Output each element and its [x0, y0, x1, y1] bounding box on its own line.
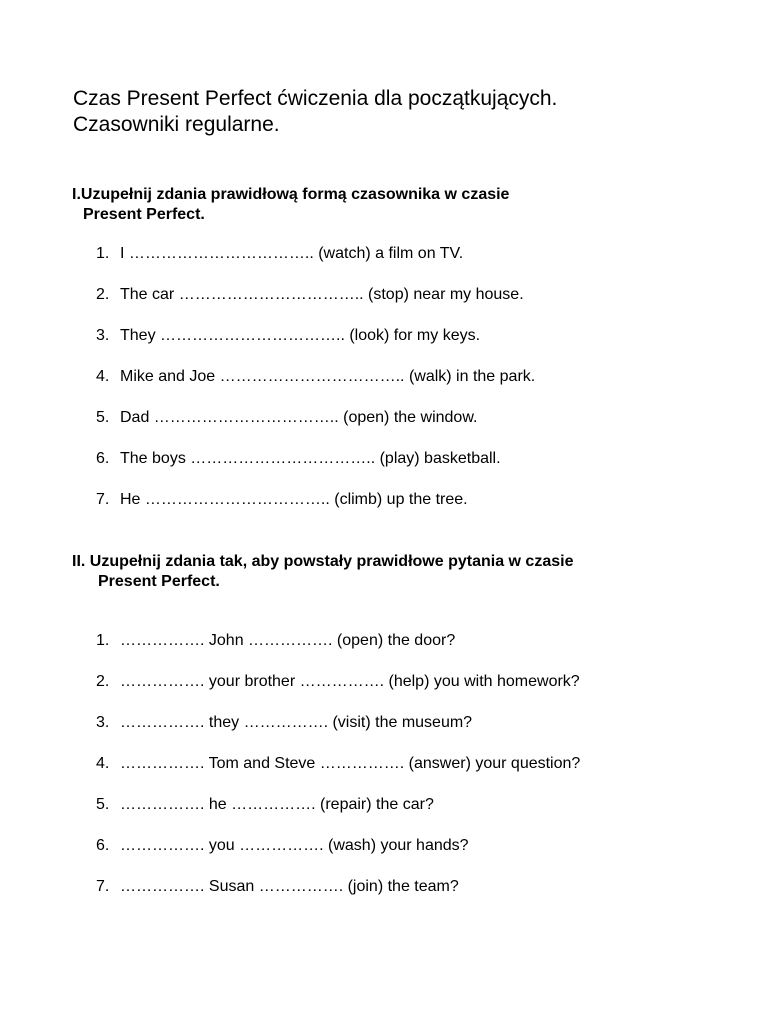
item-text: ……………. he ……………. (repair) the car? [120, 796, 434, 813]
item-text: They …………………………….. (look) for my keys. [120, 327, 481, 344]
exercise-item [96, 367, 535, 408]
item-number: 2. [96, 673, 110, 690]
item-number: 6. [96, 450, 110, 467]
exercise-item [96, 408, 535, 449]
item-text: ……………. your brother ……………. (help) you with homework? [120, 673, 580, 690]
item-number: 3. [96, 714, 110, 731]
section-1-heading-line-1: I.Uzupełnij zdania prawidłową formą czasownika w czasie [72, 186, 510, 203]
item-number: 5. [96, 409, 110, 426]
section-2-exercise-list [96, 631, 580, 918]
exercise-item [96, 449, 535, 490]
exercise-item [96, 244, 535, 285]
exercise-item [96, 631, 580, 672]
item-number: 7. [96, 491, 110, 508]
item-number: 4. [96, 755, 110, 772]
exercise-item [96, 490, 535, 531]
item-number: 2. [96, 286, 110, 303]
section-1-heading-line-2: Present Perfect. [83, 206, 205, 223]
item-text: Dad …………………………….. (open) the window. [120, 409, 478, 426]
item-text: ……………. John ……………. (open) the door? [120, 632, 456, 649]
item-number: 1. [96, 245, 110, 262]
item-number: 6. [96, 837, 110, 854]
item-number: 5. [96, 796, 110, 813]
section-2-heading [72, 552, 573, 592]
page-title [73, 86, 557, 138]
item-text: The car …………………………….. (stop) near my house. [120, 286, 524, 303]
item-number: 1. [96, 632, 110, 649]
section-2-heading-line-2: Present Perfect. [98, 573, 220, 590]
section-2-heading-line-1: II. Uzupełnij zdania tak, aby powstały prawidłowe pytania w czasie [72, 553, 574, 570]
item-number: 4. [96, 368, 110, 385]
item-text: ……………. you ……………. (wash) your hands? [120, 837, 469, 854]
title-line-2: Czasowniki regularne. [73, 113, 280, 136]
exercise-item [96, 285, 535, 326]
section-1-heading [72, 185, 509, 225]
exercise-item [96, 672, 580, 713]
exercise-item [96, 836, 580, 877]
section-1-exercise-list [96, 244, 535, 531]
item-number: 7. [96, 878, 110, 895]
exercise-item [96, 754, 580, 795]
exercise-item [96, 795, 580, 836]
exercise-item [96, 877, 580, 918]
item-text: ……………. they ……………. (visit) the museum? [120, 714, 473, 731]
item-text: ……………. Tom and Steve ……………. (answer) your question? [120, 755, 581, 772]
item-text: I …………………………….. (watch) a film on TV. [120, 245, 464, 262]
title-line-1: Czas Present Perfect ćwiczenia dla początkujących. [73, 87, 558, 110]
exercise-item [96, 713, 580, 754]
exercise-item [96, 326, 535, 367]
item-number: 3. [96, 327, 110, 344]
item-text: Mike and Joe …………………………….. (walk) in the park. [120, 368, 536, 385]
item-text: The boys …………………………….. (play) basketball. [120, 450, 501, 467]
item-text: ……………. Susan ……………. (join) the team? [120, 878, 459, 895]
item-text: He …………………………….. (climb) up the tree. [120, 491, 468, 508]
